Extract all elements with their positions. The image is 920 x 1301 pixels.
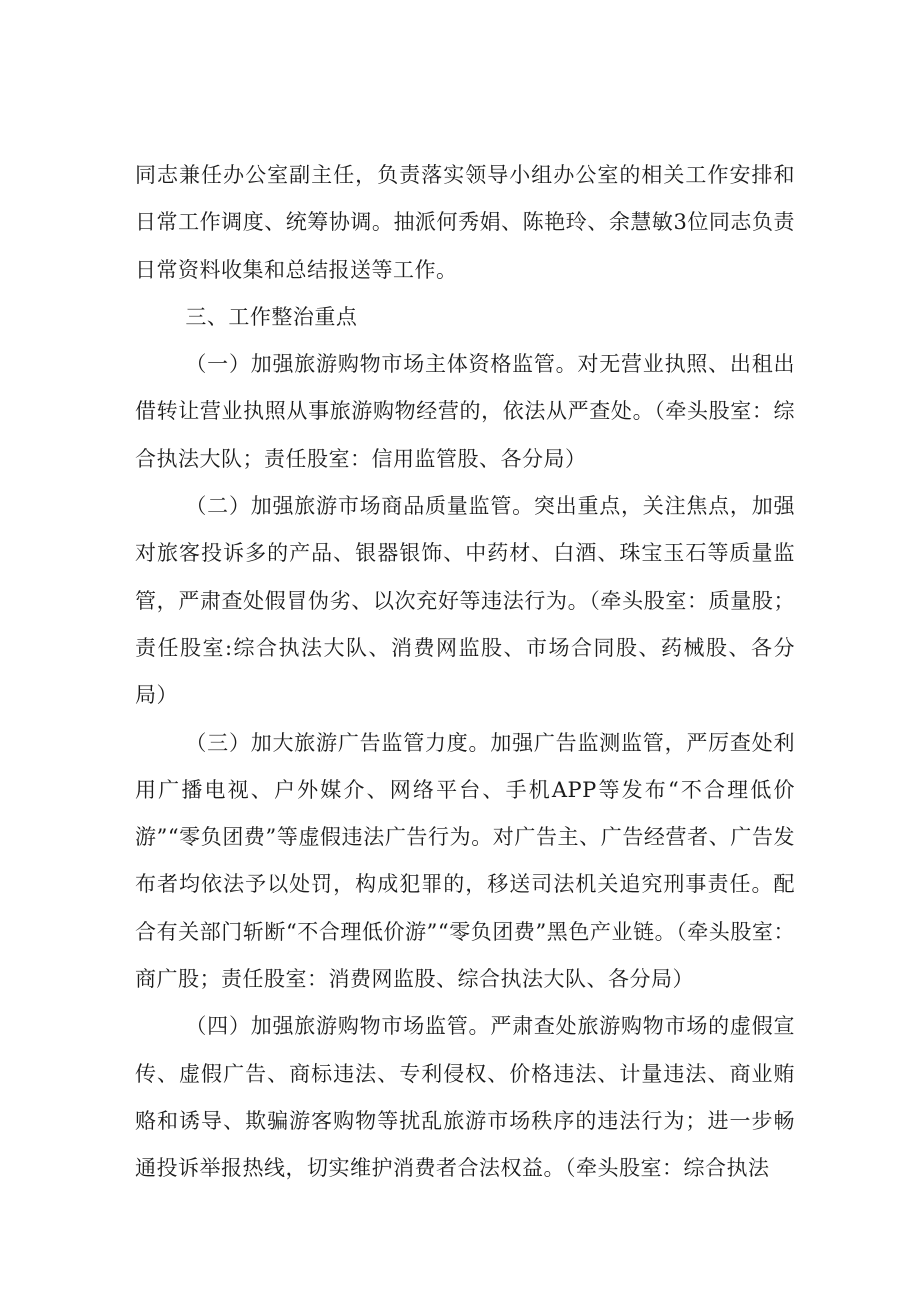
document-body: [135, 152, 795, 1193]
paragraph-item-4: （四）加强旅游购物市场监管。严肃查处旅游购物市场的虚假宣传、虚假广告、商标违法、专利侵权、价格违法、计量违法、商业贿赂和诱导、欺骗游客购物等扰乱旅游市场秩序的违法行为；进一步畅通投诉举报热线，切实维护消费者合法权益。（牵头股室：综合执法: [135, 1014, 795, 1181]
section-heading: 三、工作整治重点: [185, 304, 358, 329]
paragraph-item-1: （一）加强旅游购物市场主体资格监管。对无营业执照、出租出借转让营业执照从事旅游购物经营的，依法从严查处。（牵头股室：综合执法大队；责任股室：信用监管股、各分局）: [135, 352, 795, 471]
paragraph-continuation: 同志兼任办公室副主任，负责落实领导小组办公室的相关工作安排和日常工作调度、统筹协调。抽派何秀娟、陈艳玲、余慧敏3位同志负责日常资料收集和总结报送等工作。: [135, 163, 795, 282]
paragraph-item-3: （三）加大旅游广告监管力度。加强广告监测监管，严厉查处利用广播电视、户外媒介、网络平台、手机APP等发布“不合理低价游”“零负团费”等虚假违法广告行为。对广告主、广告经营者、广告发布者均依法予以处罚，构成犯罪的，移送司法机关追究刑事责任。配合有关部门斩断“不合理低价游”“零负团费”黑色产业链。（牵头股室：商广股；责任股室：消费网监股、综合执法大队、各分局）: [135, 730, 795, 992]
paragraph-item-2: （二）加强旅游市场商品质量监管。突出重点，关注焦点，加强对旅客投诉多的产品、银器银饰、中药材、白酒、珠宝玉石等质量监管，严肃查处假冒伪劣、以次充好等违法行为。（牵头股室：质量股；责任股室:综合执法大队、消费网监股、市场合同股、药械股、各分局）: [135, 494, 795, 708]
